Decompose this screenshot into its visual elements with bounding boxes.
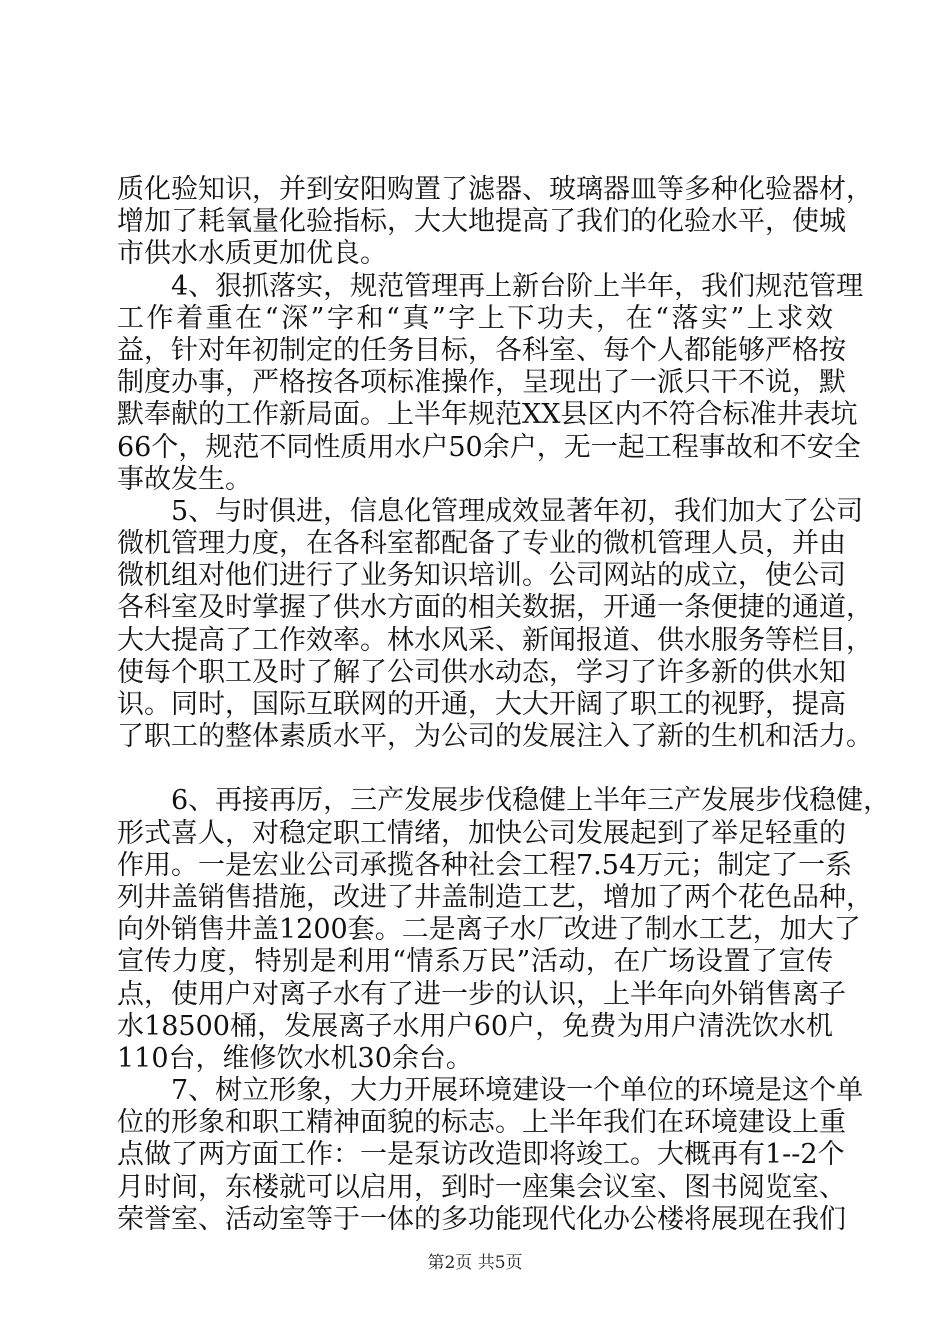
- text-line: 形式喜人，对稳定职工情绪，加快公司发展起到了举足轻重的: [117, 817, 846, 849]
- text-line: 列井盖销售措施，改进了井盖制造工艺，增加了两个花色品种，: [117, 881, 873, 913]
- page-number-label: 第2页 共5页: [427, 1253, 523, 1273]
- text-line: 宣传力度，特别是利用“情系万民”活动，在广场设置了宣传: [117, 946, 833, 978]
- text-line: 66个，规范不同性质用水户50余户，无一起工程事故和不安全: [117, 431, 861, 463]
- text-line: 7、树立形象，大力开展环境建设一个单位的环境是这个单: [171, 1075, 864, 1107]
- text-line: 微机管理力度，在各科室都配备了专业的微机管理人员，并由: [117, 528, 846, 560]
- text-line: 识。同时，国际互联网的开通，大大开阔了职工的视野，提高: [117, 689, 846, 720]
- text-line: 各科室及时掌握了供水方面的相关数据，开通一条便捷的通道，: [117, 592, 873, 624]
- text-line: 5、与时俱进，信息化管理成效显著年初，我们加大了公司: [171, 495, 864, 527]
- text-line: 点做了两方面工作：一是泵访改造即将竣工。大概再有1--2个: [117, 1139, 845, 1171]
- text-line: 4、狠抓落实，规范管理再上新台阶上半年，我们规范管理: [171, 270, 864, 302]
- text-line: 增加了耗氧量化验指标，大大地提高了我们的化验水平，使城: [117, 206, 846, 238]
- paragraph-3: [117, 495, 873, 754]
- text-line: 制度办事，严格按各项标准操作，呈现出了一派只干不说，默: [117, 367, 846, 399]
- text-line: 位的形象和职工精神面貌的标志。上半年我们在环境建设上重: [117, 1107, 846, 1139]
- text-line: 使每个职工及时了解了公司供水动态，学习了许多新的供水知: [117, 656, 846, 688]
- text-line: 事故发生。: [117, 463, 252, 495]
- text-line: 6、再接再厉，三产发展步伐稳健上半年三产发展步伐稳健，: [171, 785, 891, 817]
- text-line: 向外销售井盖1200套。二是离子水厂改进了制水工艺，加大了: [117, 914, 861, 946]
- paragraph-4: [117, 785, 891, 1075]
- text-line: 工作着重在“深”字和“真”字上下功夫，在“落实”上求效: [117, 302, 833, 334]
- text-line: 点，使用户对离子水有了进一步的认识，上半年向外销售离子: [117, 978, 846, 1010]
- text-line: 作用。一是宏业公司承揽各种社会工程7.54万元；制定了一系: [117, 849, 853, 881]
- text-line: 大大提高了工作效率。林水风采、新闻报道、供水服务等栏目，: [117, 624, 873, 656]
- text-line: 市供水水质更加优良。: [117, 238, 387, 270]
- text-line: 益，针对年初制定的任务目标，各科室、每个人都能够严格按: [117, 334, 846, 366]
- paragraph-1: [117, 174, 873, 271]
- text-line: 月时间，东楼就可以启用，到时一座集会议室、图书阅览室、: [117, 1171, 846, 1203]
- paragraph-5: [117, 1075, 864, 1236]
- text-line: 了职工的整体素质水平，为公司的发展注入了新的生机和活力。: [117, 721, 873, 753]
- text-line: 默奉献的工作新局面。上半年规范XX县区内不符合标准井表坑: [117, 399, 858, 431]
- paragraph-2: [117, 270, 864, 496]
- text-line: 水18500桶，发展离子水用户60户，免费为用户清洗饮水机: [117, 1010, 833, 1042]
- text-line: 微机组对他们进行了业务知识培训。公司网站的成立，使公司: [117, 560, 846, 592]
- page-footer: [0, 1248, 950, 1273]
- paragraph-gap: [117, 753, 833, 785]
- text-line: 质化验知识，并到安阳购置了滤器、玻璃器皿等多种化验器材，: [117, 174, 873, 205]
- text-line: 110台，维修饮水机30余台。: [117, 1042, 473, 1074]
- text-line: 荣誉室、活动室等于一体的多功能现代化办公楼将展现在我们: [117, 1203, 846, 1235]
- document-body: [117, 174, 891, 1236]
